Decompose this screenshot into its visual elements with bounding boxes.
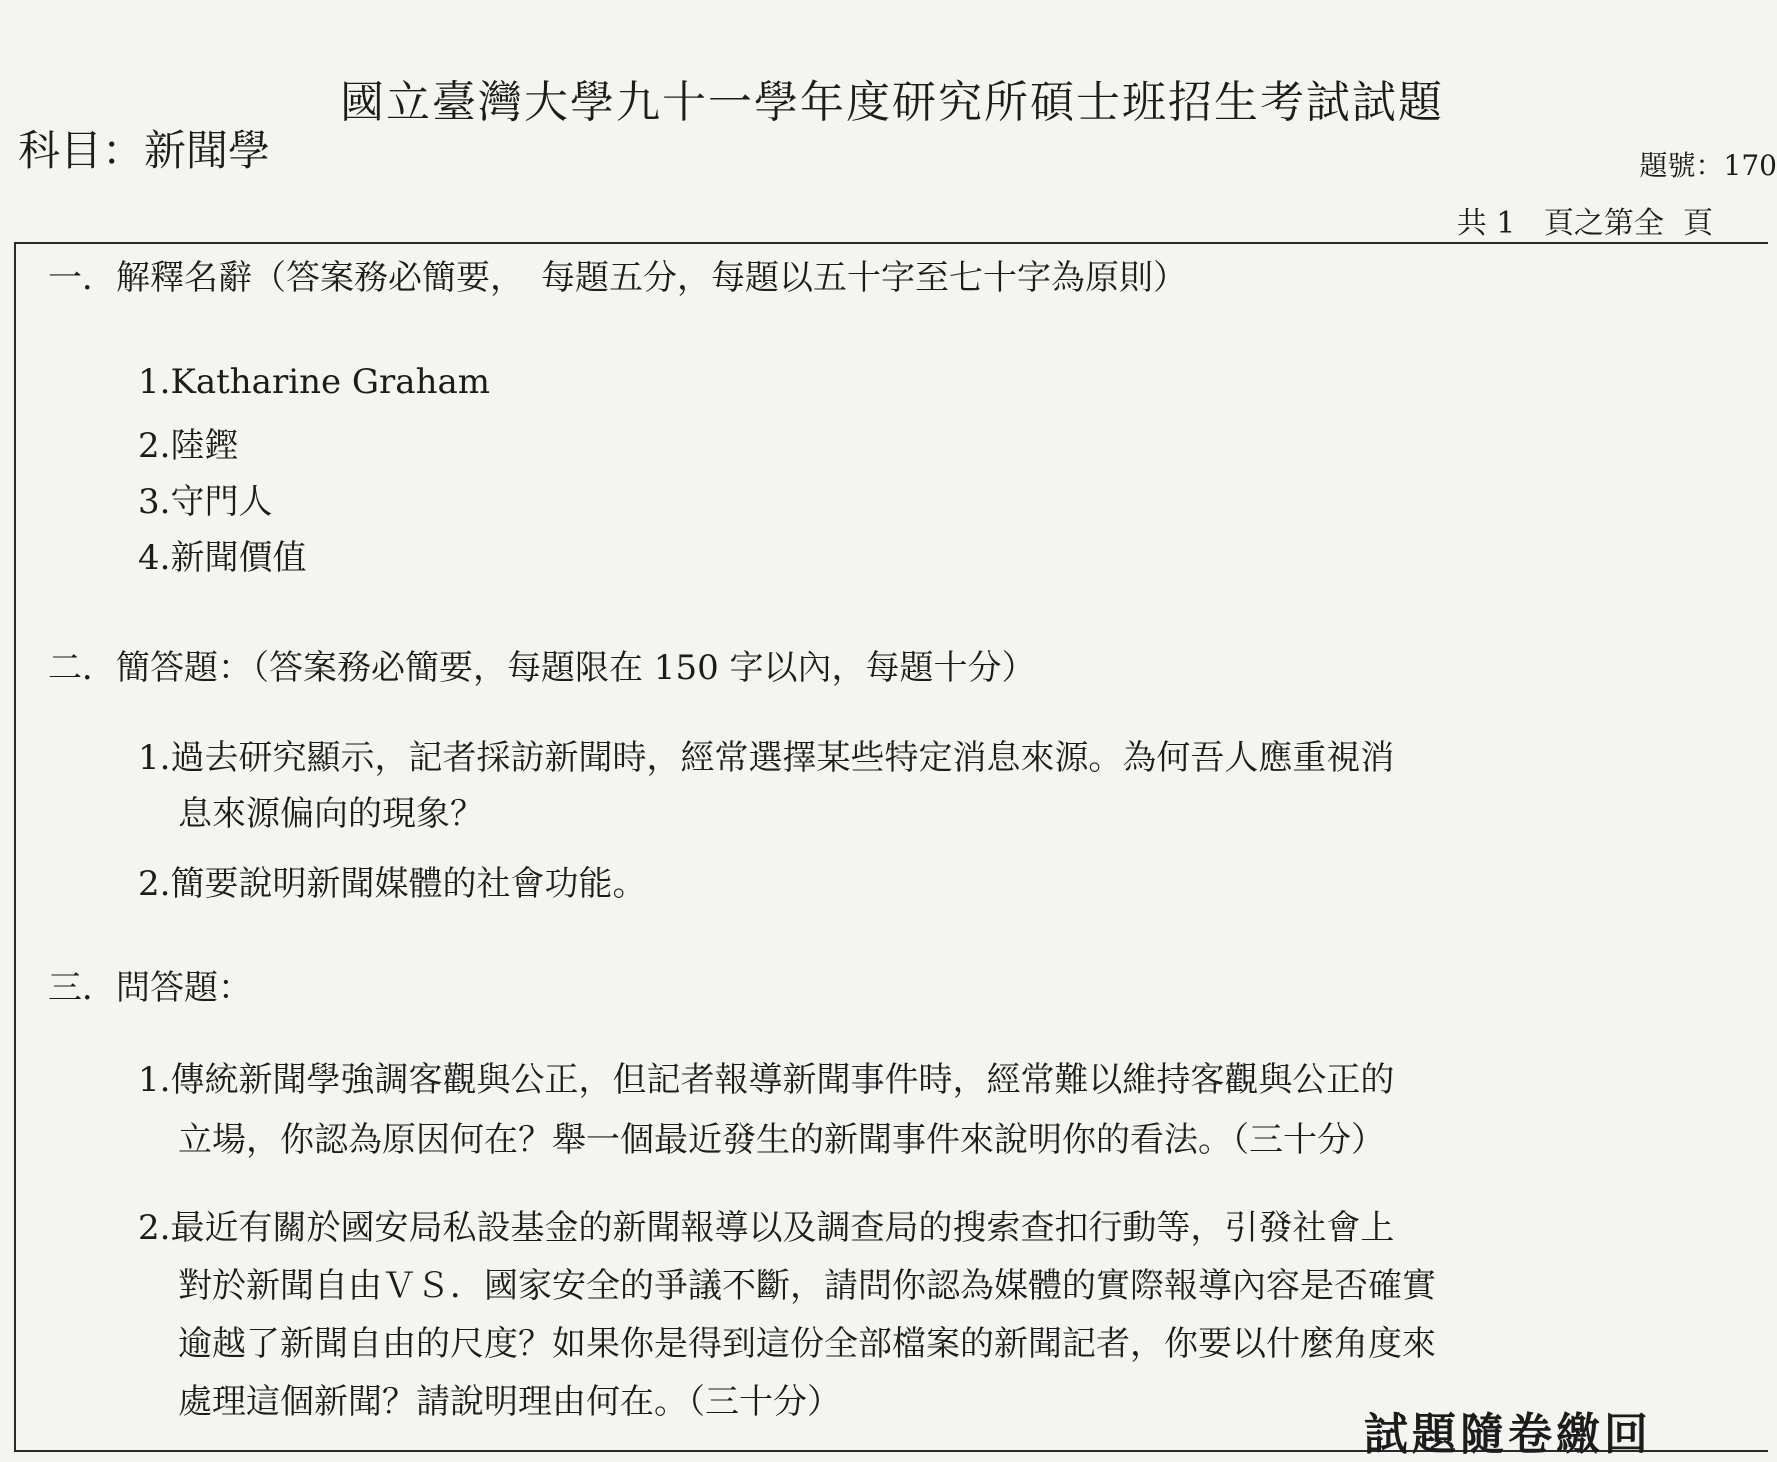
section-2-heading: 二．簡答題：（答案務必簡要，每題限在 150 字以內，每題十分） xyxy=(48,648,1036,688)
page-total: 共 1 xyxy=(1456,206,1516,241)
section-3-item-2-line-1: 2.最近有關於國安局私設基金的新聞報導以及調查局的搜索查扣行動等，引發社會上 xyxy=(138,1208,1395,1248)
page-of-label: 頁之第 xyxy=(1543,206,1634,241)
section-3-item-1-line-2: 立場，你認為原因何在？舉一個最近發生的新聞事件來說明你的看法。（三十分） xyxy=(178,1120,1385,1160)
section-1-item-1: 1.Katharine Graham xyxy=(138,362,490,402)
section-1-item-4: 4.新聞價值 xyxy=(138,538,307,578)
page-end-label: 頁 xyxy=(1683,206,1713,241)
section-3-item-2-line-4: 處理這個新聞？請說明理由何在。（三十分） xyxy=(178,1382,841,1422)
section-1-heading: 一．解釋名辭（答案務必簡要， 每題五分，每題以五十字至七十字為原則） xyxy=(48,258,1187,298)
question-number: 題號：170 xyxy=(1639,149,1777,182)
section-1-item-3: 3.守門人 xyxy=(138,482,273,522)
section-2-item-1-line-1: 1.過去研究顯示，記者採訪新聞時，經常選擇某些特定消息來源。為何吾人應重視消 xyxy=(138,738,1395,778)
section-3-item-2-line-3: 逾越了新聞自由的尺度？如果你是得到這份全部檔案的新聞記者，你要以什麼角度來 xyxy=(178,1324,1436,1364)
page-info xyxy=(1457,198,1713,242)
section-1-item-2: 2.陸鏗 xyxy=(138,426,239,466)
section-3-heading: 三．問答題： xyxy=(48,968,252,1008)
exam-title: 國立臺灣大學九十一學年度研究所碩士班招生考試試題 xyxy=(340,77,1444,128)
return-notice-stamp: 試題隨卷繳回 xyxy=(1364,1409,1652,1460)
subject-label: 科目：新聞學 xyxy=(18,126,271,175)
section-2-item-2-line-1: 2.簡要說明新聞媒體的社會功能。 xyxy=(138,864,647,904)
section-3-item-2-line-2: 對於新聞自由ＶＳ．國家安全的爭議不斷，請問你認為媒體的實際報導內容是否確實 xyxy=(178,1266,1436,1306)
section-2-item-1-line-2: 息來源偏向的現象？ xyxy=(178,794,484,834)
page-current: 全 xyxy=(1633,206,1664,241)
section-3-item-1-line-1: 1.傳統新聞學強調客觀與公正，但記者報導新聞事件時，經常難以維持客觀與公正的 xyxy=(138,1060,1395,1100)
